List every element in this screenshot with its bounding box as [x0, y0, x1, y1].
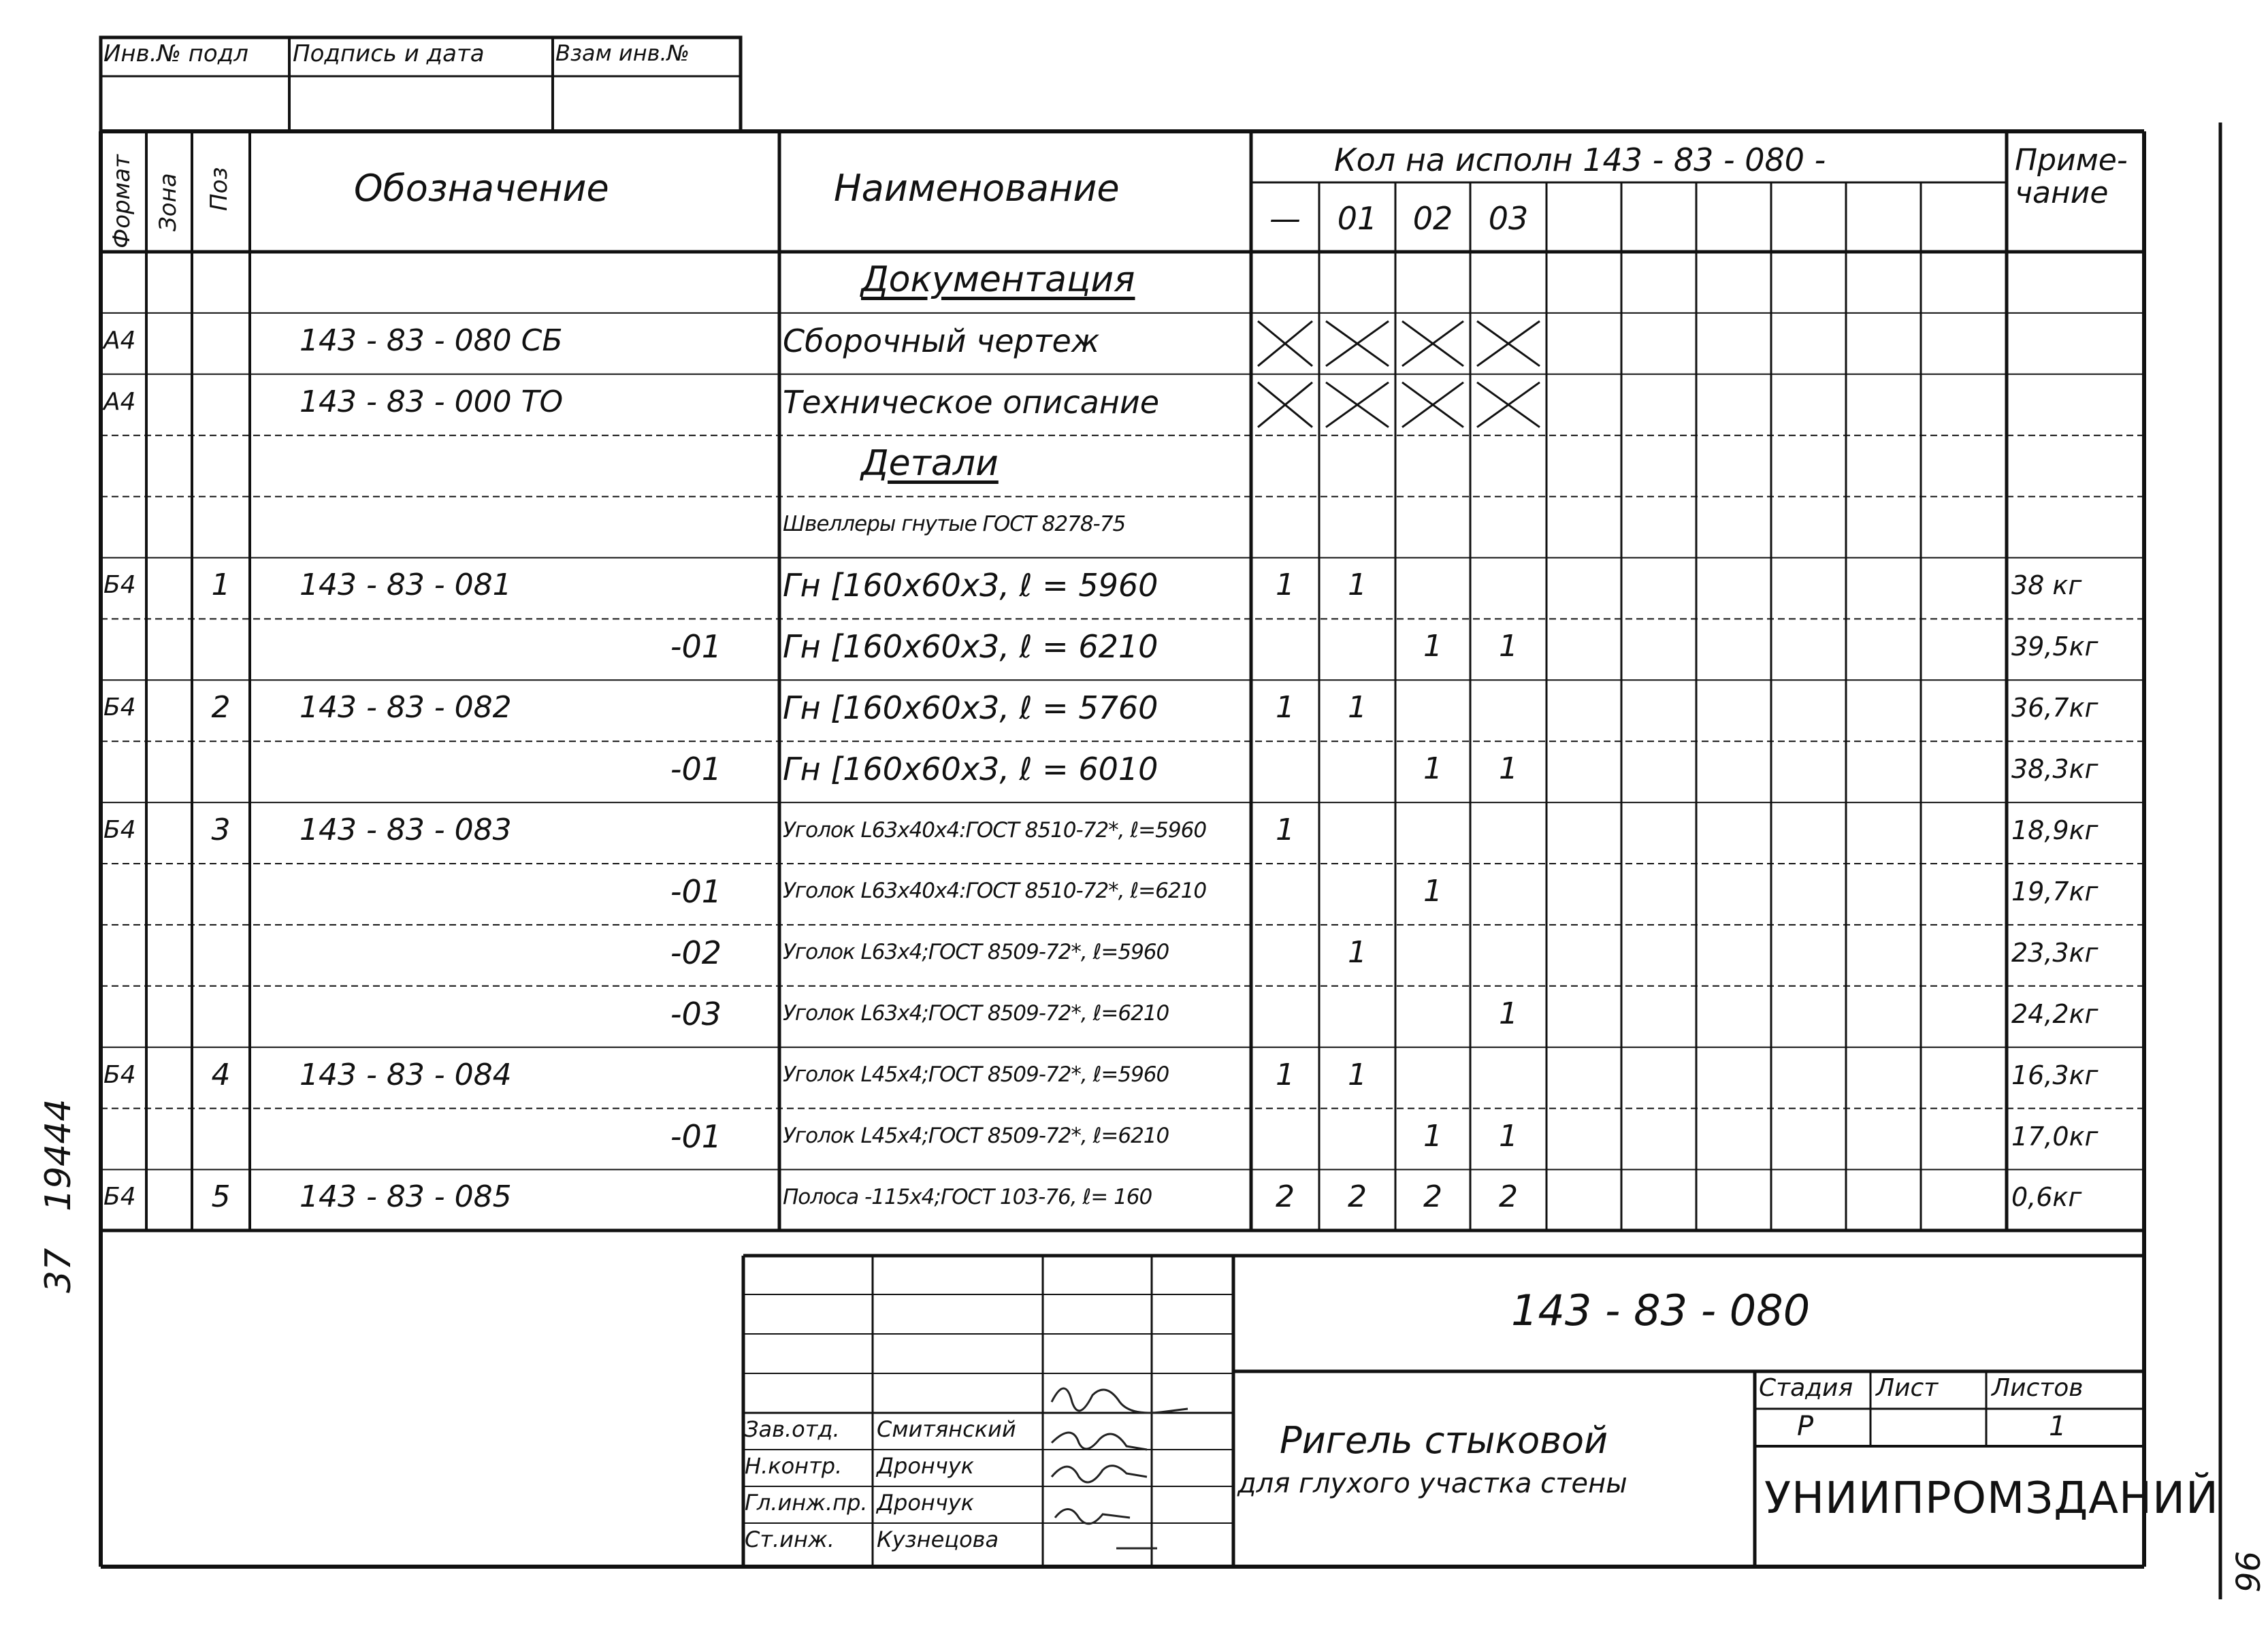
header-zone: Зона [155, 173, 182, 231]
row-name: Уголок L45х4;ГОСТ 8509-72*, ℓ=6210 [783, 1124, 1169, 1149]
role-4-name: Кузнецова [877, 1527, 999, 1552]
row-qty: 1 [1499, 1118, 1518, 1154]
section-heading: Детали [861, 442, 999, 484]
row-format: Б4 [103, 693, 136, 722]
row-name: Гн [160х60х3, ℓ = 5760 [783, 689, 1159, 727]
margin-left-page: 37 [38, 1247, 79, 1293]
row-format: Б4 [103, 816, 136, 845]
row-qty: 1 [1348, 1057, 1367, 1092]
row-note: 18,9кг [2011, 815, 2099, 846]
row-pos: 5 [211, 1179, 231, 1215]
row-qty: 1 [1423, 1118, 1442, 1154]
row-qty: 1 [1276, 690, 1295, 725]
cross-mark [1402, 382, 1463, 427]
row-name: Уголок L63х4;ГОСТ 8509-72*, ℓ=5960 [783, 940, 1169, 965]
role-2: Н.контр. [745, 1453, 843, 1479]
header-designation: Обозначение [354, 167, 609, 210]
row-format: А4 [103, 387, 136, 416]
sheets-label: Листов [1992, 1374, 2084, 1402]
cross-mark [1477, 321, 1540, 366]
row-designation: 143 - 83 - 082 [299, 690, 512, 725]
role-2-name: Дрончук [877, 1453, 974, 1479]
cross-mark [1326, 382, 1389, 427]
row-designation: 143 - 83 - 081 [299, 568, 512, 603]
row-format: Б4 [103, 1183, 136, 1211]
row-qty: 1 [1348, 934, 1367, 970]
row-qty: 2 [1423, 1179, 1442, 1215]
organization: УНИИПРОМЗДАНИЙ [1764, 1473, 2219, 1524]
row-note: 39,5кг [2011, 632, 2099, 662]
sheet-label: Лист [1876, 1374, 1939, 1402]
row-designation: -01 [670, 872, 722, 910]
row-designation: 143 - 83 - 083 [299, 813, 512, 848]
role-3-name: Дрончук [877, 1490, 974, 1516]
header-format: Формат [108, 154, 135, 248]
row-note: 19,7кг [2011, 876, 2099, 907]
header-pos: Поз [206, 167, 233, 211]
row-name: Техническое описание [783, 383, 1160, 421]
doc-number: 143 - 83 - 080 [1511, 1286, 1811, 1335]
row-name: Сборочный чертеж [783, 322, 1100, 359]
row-pos: 2 [211, 690, 231, 725]
cross-mark [1258, 382, 1312, 427]
stage-label: Стадия [1759, 1374, 1853, 1402]
row-note: 17,0кг [2011, 1121, 2099, 1152]
row-qty: 1 [1499, 629, 1518, 664]
row-note: 23,3кг [2011, 937, 2099, 968]
stamp-inv-no: Инв.№ подл [103, 40, 248, 67]
variant-03: 03 [1488, 200, 1529, 237]
row-note: 24,2кг [2011, 998, 2099, 1029]
row-qty: 1 [1423, 873, 1442, 909]
stage-value: Р [1797, 1411, 1814, 1442]
row-qty: 1 [1423, 629, 1442, 664]
margin-right-page: 96 [2230, 1550, 2268, 1593]
row-note: 38 кг [2011, 570, 2082, 601]
role-4: Ст.инж. [745, 1527, 835, 1552]
row-qty: 1 [1423, 751, 1442, 787]
variant-02: 02 [1412, 200, 1453, 237]
row-designation: 143 - 83 - 000 ТО [299, 384, 564, 419]
role-3: Гл.инж.пр. [745, 1490, 868, 1516]
stamp-sign-date: Подпись и дата [293, 40, 485, 67]
cross-mark [1258, 321, 1312, 366]
stamp-replace-inv: Взам инв.№ [555, 40, 690, 66]
row-designation: -03 [670, 995, 722, 1032]
row-designation: 143 - 83 - 084 [299, 1057, 512, 1092]
row-pos: 4 [211, 1057, 231, 1092]
row-name: Полоса -115х4;ГОСТ 103-76, ℓ= 160 [783, 1184, 1152, 1209]
title-line1: Ригель стыковой [1280, 1419, 1608, 1462]
role-1-name: Смитянский [877, 1416, 1016, 1442]
row-name: Швеллеры гнутые ГОСТ 8278-75 [783, 512, 1126, 537]
row-name: Уголок L45х4;ГОСТ 8509-72*, ℓ=5960 [783, 1062, 1169, 1088]
row-designation: -01 [670, 751, 722, 788]
variant-01: 01 [1337, 200, 1378, 237]
row-qty: 2 [1348, 1179, 1367, 1215]
row-name: Уголок L63х4;ГОСТ 8509-72*, ℓ=6210 [783, 1001, 1169, 1026]
row-note: 16,3кг [2011, 1060, 2099, 1090]
title-line2: для глухого участка стены [1237, 1468, 1627, 1499]
row-name: Гн [160х60х3, ℓ = 6210 [783, 628, 1159, 666]
row-name: Уголок L63х40х4:ГОСТ 8510-72*, ℓ=6210 [783, 879, 1207, 904]
row-designation: 143 - 83 - 080 СБ [299, 323, 563, 358]
row-name: Уголок L63х40х4:ГОСТ 8510-72*, ℓ=5960 [783, 817, 1207, 843]
sheets-value: 1 [2049, 1411, 2067, 1442]
row-designation: -01 [670, 1117, 722, 1155]
row-format: Б4 [103, 571, 136, 600]
row-note: 36,7кг [2011, 693, 2099, 723]
row-designation: -02 [670, 934, 722, 971]
row-format: А4 [103, 326, 136, 355]
row-qty: 1 [1499, 996, 1518, 1031]
row-pos: 3 [211, 813, 231, 848]
row-designation: -01 [670, 628, 722, 666]
cross-mark [1402, 321, 1463, 366]
row-qty: 2 [1276, 1179, 1295, 1215]
row-qty: 1 [1499, 751, 1518, 787]
row-format: Б4 [103, 1060, 136, 1089]
header-note: Приме- чание [2015, 143, 2128, 211]
variant-base: — [1269, 200, 1301, 237]
row-name: Гн [160х60х3, ℓ = 5960 [783, 567, 1159, 604]
row-pos: 1 [211, 568, 231, 603]
section-heading: Документация [861, 259, 1135, 300]
cross-mark [1326, 321, 1389, 366]
row-qty: 1 [1348, 690, 1367, 725]
row-note: 38,3кг [2011, 754, 2099, 785]
row-qty: 2 [1499, 1179, 1518, 1215]
row-qty: 1 [1348, 568, 1367, 603]
row-qty: 1 [1276, 813, 1295, 848]
margin-inv-number: 19444 [38, 1098, 79, 1211]
row-note: 0,6кг [2011, 1182, 2082, 1213]
header-name: Наименование [834, 167, 1120, 210]
row-designation: 143 - 83 - 085 [299, 1179, 512, 1215]
role-1: Зав.отд. [745, 1416, 840, 1442]
cross-mark [1477, 382, 1540, 427]
row-qty: 1 [1276, 1057, 1295, 1092]
row-name: Гн [160х60х3, ℓ = 6010 [783, 751, 1159, 788]
row-qty: 1 [1276, 568, 1295, 603]
header-qty-title: Кол на исполн 143 - 83 - 080 - [1334, 142, 1826, 178]
